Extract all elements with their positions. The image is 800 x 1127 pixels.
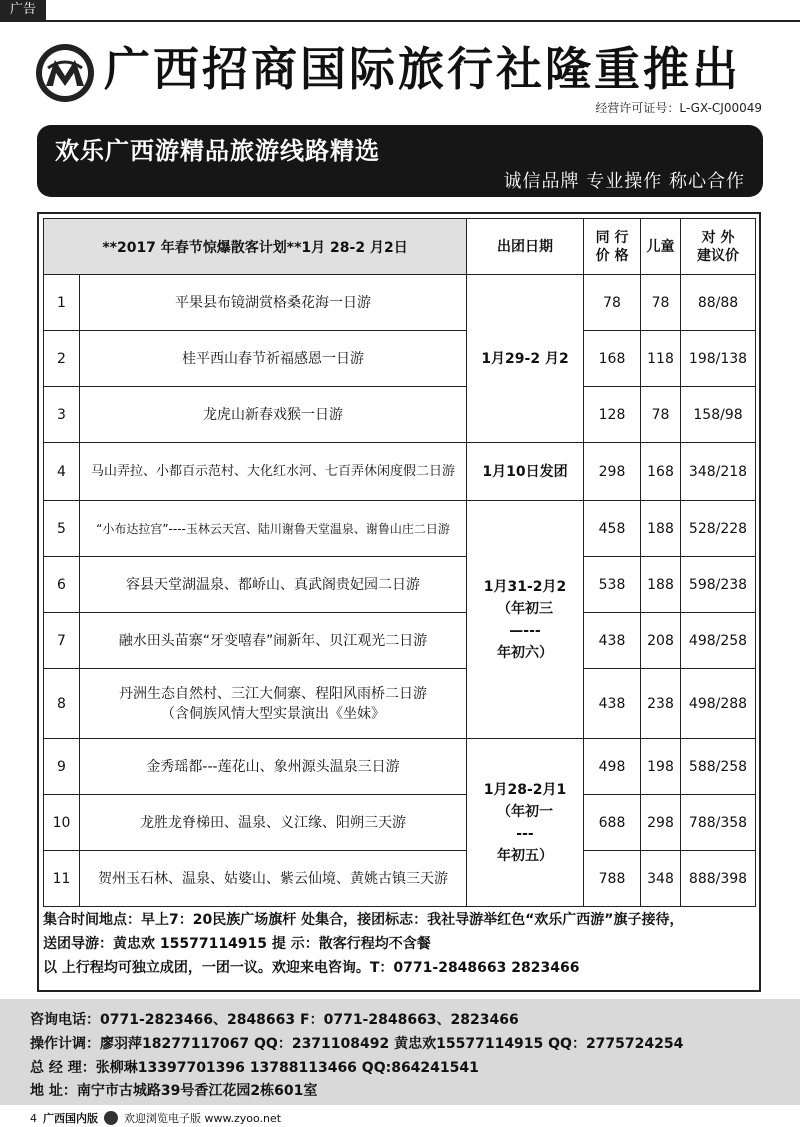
trade-price: 688 [584,795,641,851]
trade-price: 128 [584,387,641,443]
col-header-retail-line: 建议价 [697,247,740,264]
row-number: 3 [44,387,80,443]
child-price: 298 [641,795,681,851]
row-number: 1 [44,275,80,331]
plan-title: **2017 年春节惊爆散客计划**1月 28-2 月2日 [44,219,467,275]
child-price: 188 [641,501,681,557]
route-name [80,669,467,739]
col-header-trade [584,219,641,275]
banner-slogan: 诚信品牌 专业操作 称心合作 [503,171,745,192]
booking-info: 以 上行程均可独立成团，一团一议。欢迎来电咨询。T：0771-2848663 2823466 [43,960,580,976]
route-name-line: （含侗族风情大型实景演出《坐妹》 [161,705,385,722]
guide-info: 送团导游：黄忠欢 15577114915 提 示：散客行程均不含餐 [43,936,431,952]
website-link[interactable]: 欢迎浏览电子版 www.zyoo.net [124,1112,282,1125]
child-price: 208 [641,613,681,669]
retail-price: 498/288 [681,669,756,739]
table-row [44,739,756,795]
routes-panel [37,212,761,992]
col-header-trade-line: 价 格 [595,247,629,264]
page-title: 广西招商国际旅行社隆重推出 [104,42,741,96]
child-price: 78 [641,275,681,331]
col-header-trade-line: 同 行 [595,229,629,246]
table-row [44,387,756,443]
route-name: 龙胜龙脊梯田、温泉、义江缘、阳朔三天游 [80,795,467,851]
col-header-child: 儿童 [641,219,681,275]
table-row [44,331,756,387]
departure-date [467,739,584,907]
col-header-retail-line: 对 外 [701,229,735,246]
footer [30,1110,281,1126]
trade-price: 168 [584,331,641,387]
trade-price: 298 [584,443,641,501]
route-name: 贺州玉石林、温泉、姑婆山、紫云仙境、黄姚古镇三天游 [80,851,467,907]
retail-price: 88/88 [681,275,756,331]
table-row [44,557,756,613]
edition-badge-icon [104,1111,118,1125]
route-name: 平果县布镜湖赏格桑花海一日游 [80,275,467,331]
retail-price: 598/238 [681,557,756,613]
table-row [44,501,756,557]
trade-price: 538 [584,557,641,613]
child-price: 188 [641,557,681,613]
departure-date-line: 1月10日发团 [482,463,568,480]
departure-date-line: —--- [509,622,541,639]
contact-phone: 咨询电话：0771-2823466、2848663 F：0771-2848663、2823466 [30,1012,519,1028]
route-name-line: 丹洲生态自然村、三江大侗寨、程阳风雨桥二日游 [119,685,427,702]
table-row [44,613,756,669]
departure-date-line: 1月31-2月2 [483,578,567,595]
company-logo-icon [34,42,96,104]
child-price: 238 [641,669,681,739]
row-number: 10 [44,795,80,851]
retail-price: 888/398 [681,851,756,907]
col-header-retail [681,219,756,275]
retail-price: 158/98 [681,387,756,443]
contact-address: 地 址：南宁市古城路39号香江花园2栋601室 [30,1083,318,1099]
row-number: 9 [44,739,80,795]
retail-price: 348/218 [681,443,756,501]
row-number: 5 [44,501,80,557]
departure-date-line: 1月28-2月1 [483,781,567,798]
route-name: 马山弄拉、小都百示范村、大化红水河、七百弄休闲度假二日游 [80,443,467,501]
page-number: 4 [30,1111,37,1125]
departure-date [467,501,584,739]
child-price: 198 [641,739,681,795]
row-number: 8 [44,669,80,739]
child-price: 168 [641,443,681,501]
edition-label: 广西国内版 [43,1112,98,1125]
retail-price: 588/258 [681,739,756,795]
contact-panel [0,999,800,1105]
banner [37,125,763,197]
top-divider [0,20,800,22]
meeting-info: 集合时间地点：早上7：20民族广场旗杆 处集合，接团标志：我社导游举红色“欢乐广西游”旗子接待， [43,912,684,928]
trade-price: 78 [584,275,641,331]
table-row [44,275,756,331]
departure-date-line: 年初五） [497,847,554,864]
table-row [44,795,756,851]
route-name: 金秀瑶都---莲花山、象州源头温泉三日游 [80,739,467,795]
ad-tag: 广告 [0,0,46,20]
departure-date [467,443,584,501]
notes [43,908,755,980]
child-price: 118 [641,331,681,387]
retail-price: 528/228 [681,501,756,557]
table-row [44,851,756,907]
license-number: 经营许可证号：L-GX-CJ00049 [595,101,762,115]
row-number: 7 [44,613,80,669]
banner-title: 欢乐广西游精品旅游线路精选 [55,137,380,165]
col-header-date: 出团日期 [467,219,584,275]
route-name: 融水田头苗寨“牙变嘻春”闹新年、贝江观光二日游 [80,613,467,669]
departure-date-line: --- [516,825,534,842]
route-name: 容县天堂湖温泉、都峤山、真武阁贵妃园二日游 [80,557,467,613]
child-price: 348 [641,851,681,907]
routes-table [43,218,756,907]
contact-operators: 操作计调：廖羽萍18277117067 QQ：2371108492 黄忠欢15577114915 QQ：2775724254 [30,1036,684,1052]
trade-price: 788 [584,851,641,907]
retail-price: 788/358 [681,795,756,851]
table-row [44,443,756,501]
trade-price: 458 [584,501,641,557]
trade-price: 438 [584,669,641,739]
departure-date-line: （年初一 [497,803,554,820]
table-row [44,669,756,739]
trade-price: 498 [584,739,641,795]
route-name: 龙虎山新春戏猴一日游 [80,387,467,443]
route-name: 桂平西山春节祈福感恩一日游 [80,331,467,387]
row-number: 2 [44,331,80,387]
row-number: 4 [44,443,80,501]
retail-price: 198/138 [681,331,756,387]
contact-manager: 总 经 理：张柳琳13397701396 13788113466 QQ:864241541 [30,1060,479,1076]
departure-date-line: 1月29-2 月2 [481,350,569,367]
route-name: “小布达拉宫”----玉林云天宫、陆川谢鲁天堂温泉、谢鲁山庄二日游 [80,501,467,557]
trade-price: 438 [584,613,641,669]
row-number: 6 [44,557,80,613]
row-number: 11 [44,851,80,907]
departure-date-line: （年初三 [497,600,554,617]
departure-date [467,275,584,443]
child-price: 78 [641,387,681,443]
departure-date-line: 年初六） [497,644,554,661]
retail-price: 498/258 [681,613,756,669]
table-header-row [44,219,756,275]
